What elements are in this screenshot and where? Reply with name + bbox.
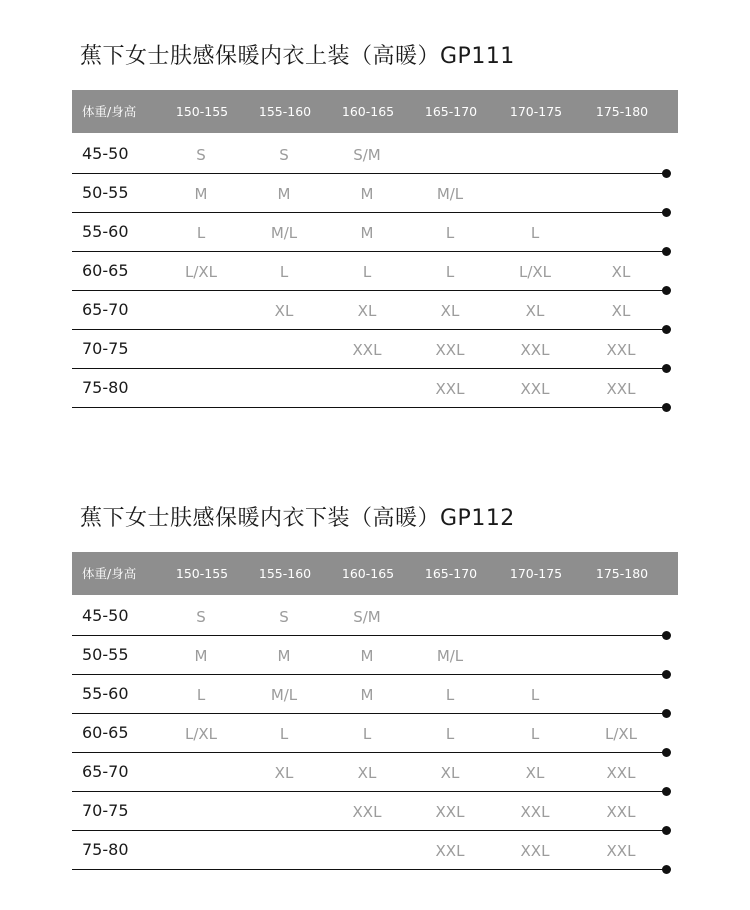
row-weight-label: 50-55 [82,645,129,664]
row-weight-label: 45-50 [82,144,129,163]
size-cell: S [279,608,289,626]
table-row [72,597,678,636]
header-cell-height: 150-155 [175,566,229,581]
header-cell-height: 165-170 [424,104,478,119]
size-cell: L/XL [518,263,552,281]
size-cell: XL [525,764,545,782]
size-cell: XXL [435,380,465,398]
header-cell-weight-height: 体重/身高 [82,566,137,581]
size-cell: M [360,185,374,203]
size-cell: XXL [520,842,550,860]
row-weight-label: 50-55 [82,183,129,202]
table-row [72,753,678,792]
header-cell-height: 175-180 [595,566,649,581]
table-row [72,675,678,714]
size-cell: L [445,263,455,281]
table-row [72,135,678,174]
table-row [72,636,678,675]
size-cell: M/L [436,185,464,203]
size-cell: M [360,224,374,242]
size-cell: XL [274,764,294,782]
size-cell: M/L [270,224,298,242]
table-row [72,792,678,831]
size-cell: M [277,647,291,665]
row-weight-label: 75-80 [82,378,129,397]
row-weight-label: 65-70 [82,762,129,781]
size-cell: L [362,725,372,743]
table-row [72,252,678,291]
size-cell: L/XL [184,263,218,281]
size-cell: L [445,686,455,704]
size-cell: L [530,725,540,743]
size-cell: XXL [352,341,382,359]
size-cell: L [445,725,455,743]
table-row [72,174,678,213]
size-cell: L/XL [604,725,638,743]
header-cell-height: 150-155 [175,104,229,119]
size-cell: XL [611,263,631,281]
table-row [72,831,678,870]
size-cell: M [194,185,208,203]
size-cell: M [277,185,291,203]
size-cell: M [360,647,374,665]
size-cell: M/L [436,647,464,665]
size-cell: M [194,647,208,665]
header-cell-weight-height: 体重/身高 [82,104,137,119]
table-row [72,291,678,330]
size-cell: XXL [606,803,636,821]
size-cell: L [362,263,372,281]
size-cell: XL [440,302,460,320]
row-weight-label: 55-60 [82,684,129,703]
size-cell: XXL [606,380,636,398]
size-cell: M/L [270,686,298,704]
header-cell-height: 160-165 [341,104,395,119]
row-weight-label: 70-75 [82,339,129,358]
size-cell: L [530,686,540,704]
row-end-dot [662,865,671,874]
table-row [72,714,678,753]
row-weight-label: 55-60 [82,222,129,241]
size-cell: L/XL [184,725,218,743]
size-cell: S/M [353,146,381,164]
table-row [72,213,678,252]
size-cell: XL [357,764,377,782]
header-cell-height: 170-175 [509,104,563,119]
size-cell: S [196,608,206,626]
size-cell: XXL [606,341,636,359]
size-cell: XXL [520,803,550,821]
row-weight-label: 60-65 [82,261,129,280]
chart-title: 蕉下女士肤感保暖内衣上装（高暖）GP111 [80,44,515,69]
size-cell: XXL [520,341,550,359]
size-cell: L [196,224,206,242]
row-divider [72,407,666,409]
chart-title: 蕉下女士肤感保暖内衣下装（高暖）GP112 [80,506,515,531]
size-cell: XXL [435,341,465,359]
table-row [72,330,678,369]
size-cell: XL [525,302,545,320]
size-cell: XL [274,302,294,320]
table-header [72,552,678,595]
size-cell: L [279,725,289,743]
size-cell: S [279,146,289,164]
size-cell: XXL [352,803,382,821]
table-row [72,369,678,408]
size-cell: M [360,686,374,704]
header-cell-height: 155-160 [258,104,312,119]
header-cell-height: 155-160 [258,566,312,581]
row-weight-label: 45-50 [82,606,129,625]
size-cell: L [530,224,540,242]
size-cell: L [445,224,455,242]
size-cell: XXL [520,380,550,398]
size-cell: XXL [606,842,636,860]
row-weight-label: 65-70 [82,300,129,319]
size-cell: L [196,686,206,704]
size-cell: XL [440,764,460,782]
header-cell-height: 175-180 [595,104,649,119]
header-cell-height: 160-165 [341,566,395,581]
row-divider [72,869,666,871]
row-end-dot [662,403,671,412]
table-header [72,90,678,133]
size-cell: XXL [435,803,465,821]
size-cell: L [279,263,289,281]
size-cell: XXL [435,842,465,860]
size-cell: XL [611,302,631,320]
size-cell: XL [357,302,377,320]
size-cell: S [196,146,206,164]
size-cell: XXL [606,764,636,782]
row-weight-label: 60-65 [82,723,129,742]
row-weight-label: 75-80 [82,840,129,859]
header-cell-height: 170-175 [509,566,563,581]
size-cell: S/M [353,608,381,626]
row-weight-label: 70-75 [82,801,129,820]
header-cell-height: 165-170 [424,566,478,581]
